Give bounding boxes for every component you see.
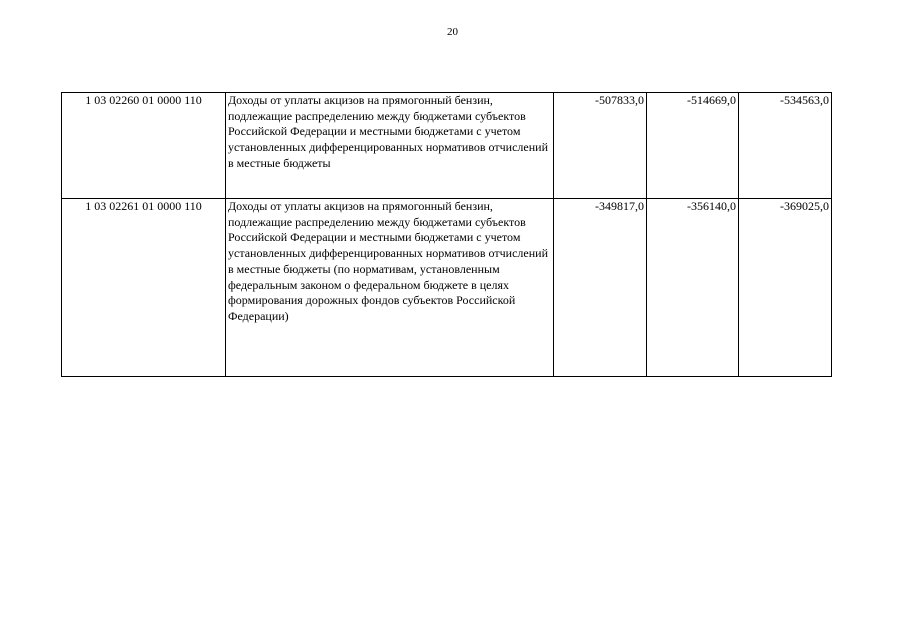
budget-revenue-table	[61, 92, 832, 377]
revenue-description-cell: Доходы от уплаты акцизов на прямогонный бензин, подлежащие распределению между бюджетами субъектов Российской Федерации и местными бюджетами с учетом установленных дифференцированных нормативов отчислений в местные бюджеты	[226, 93, 554, 199]
value-year-1-cell: -507833,0	[554, 93, 647, 199]
revenue-code-cell: 1 03 02260 01 0000 110	[62, 93, 226, 199]
page-number: 20	[447, 26, 458, 38]
revenue-code-cell: 1 03 02261 01 0000 110	[62, 199, 226, 377]
value-year-1-cell: -349817,0	[554, 199, 647, 377]
table-row	[62, 93, 832, 199]
revenue-description-cell: Доходы от уплаты акцизов на прямогонный бензин, подлежащие распределению между бюджетами субъектов Российской Федерации и местными бюджетами с учетом установленных дифференцированных нормативов отчислений в местные бюджеты (по нормативам, установленным федеральным законом о федеральном бюджете в целях формирования дорожных фондов субъектов Российской Федерации)	[226, 199, 554, 377]
value-year-3-cell: -534563,0	[739, 93, 832, 199]
value-year-3-cell: -369025,0	[739, 199, 832, 377]
value-year-2-cell: -356140,0	[647, 199, 739, 377]
value-year-2-cell: -514669,0	[647, 93, 739, 199]
table-row	[62, 199, 832, 377]
